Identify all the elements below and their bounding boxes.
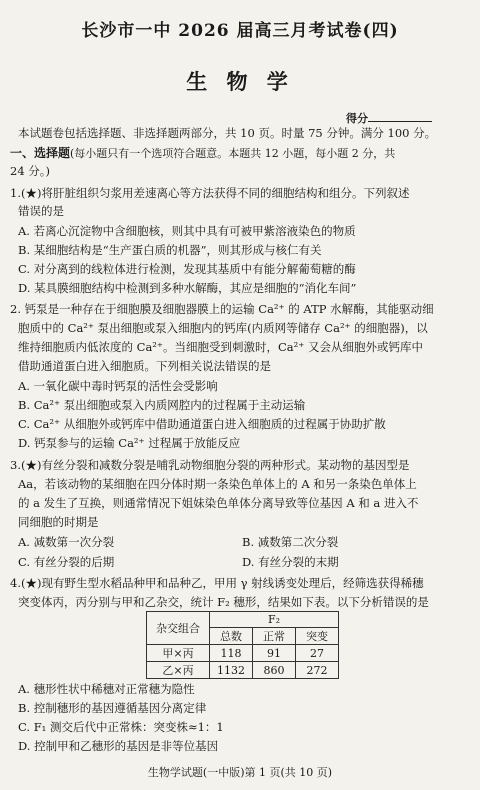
q3-stem: 3.(★)有丝分裂和减数分裂是哺乳动物细胞分裂的两种形式。某动物的基因型是 — [10, 458, 410, 472]
cell-mutant: 27 — [296, 645, 339, 662]
score-label: 得分 — [346, 112, 368, 125]
q3-option-a: A. 减数第一次分裂 — [18, 535, 115, 549]
q4-stem: 4.(★)现有野生型水稻品种甲和品种乙，甲用 γ 射线诱变处理后，经筛选获得稀穗 — [10, 576, 424, 590]
q2-stem: 2. 钙泵是一种存在于细胞膜及细胞器膜上的运输 Ca²⁺ 的 ATP 水解酶，其能驱动细 — [10, 302, 434, 316]
cell-mutant: 272 — [296, 662, 339, 679]
q1-stem-cont: 错误的是 — [18, 204, 64, 218]
cell-total: 1132 — [210, 662, 253, 679]
q1-option-d: D. 某具膜细胞结构中检测到多种水解酶，其应是细胞的“消化车间” — [18, 281, 357, 295]
q4-option-a: A. 穗形性状中稀穗对正常穗为隐性 — [18, 682, 195, 696]
q4-option-d: D. 控制甲和乙穗形的基因是非等位基因 — [18, 739, 219, 753]
section-note: (每小题只有一个选项符合题意。本题共 12 小题，每小题 2 分，共 — [70, 147, 396, 160]
table-row — [147, 662, 339, 679]
section-heading — [10, 144, 472, 163]
cell-cross: 乙×丙 — [147, 662, 210, 679]
section-note-cont: 24 分。) — [10, 164, 51, 178]
subject-title: 生 物 学 — [186, 69, 294, 94]
q1-stem: 1.(★)将肝脏组织匀浆用差速离心等方法获得不同的细胞结构和组分。下列叙述 — [10, 186, 410, 200]
q2-stem-cont3: 借助通道蛋白进入细胞质。下列相关说法错误的是 — [18, 359, 271, 373]
cell-total: 118 — [210, 645, 253, 662]
q3-option-c: C. 有丝分裂的后期 — [18, 555, 115, 569]
table-row — [147, 645, 339, 662]
header-f2: F₂ — [210, 612, 339, 628]
exam-intro: 本试题卷包括选择题、非选择题两部分，共 10 页。时量 75 分钟。满分 100 分。 — [18, 126, 437, 140]
header-cross: 杂交组合 — [147, 612, 210, 645]
q3-stem-cont1: Aa，若该动物的某细胞在四分体时期一条染色单体上的 A 和另一条染色单体上 — [18, 477, 417, 491]
header-normal: 正常 — [253, 628, 296, 645]
q4-option-b: B. 控制穗形的基因遵循基因分离定律 — [18, 701, 207, 715]
cell-cross: 甲×丙 — [147, 645, 210, 662]
q2-option-d: D. 钙泵参与的运输 Ca²⁺ 过程属于放能反应 — [18, 436, 241, 450]
q3-option-b: B. 减数第二次分裂 — [242, 535, 339, 549]
header-total: 总数 — [210, 628, 253, 645]
q1-option-a: A. 若离心沉淀物中含细胞核，则其中具有可被甲紫溶液染色的物质 — [18, 224, 356, 238]
q2-stem-cont1: 胞质中的 Ca²⁺ 泵出细胞或泵入细胞内的钙库(内质网等储存 Ca²⁺ 的细胞器)，以 — [18, 321, 428, 335]
q2-stem-cont2: 维持细胞质内低浓度的 Ca²⁺。当细胞受到刺激时，Ca²⁺ 又会从细胞外或钙库中 — [18, 340, 423, 354]
q1-option-b: B. 某细胞结构是“生产蛋白质的机器”，则其形成与核仁有关 — [18, 243, 322, 257]
score-blank — [368, 111, 432, 122]
exam-title: 长沙市一中 2026 届高三月考试卷(四) — [81, 21, 399, 41]
q4-stem-cont: 突变体丙，丙分别与甲和乙杂交，统计 F₂ 穗形，结果如下表。以下分析错误的是 — [18, 595, 429, 609]
cell-normal: 91 — [253, 645, 296, 662]
q2-option-b: B. Ca²⁺ 泵出细胞或泵入内质网腔内的过程属于主动运输 — [18, 398, 306, 412]
header-mutant: 突变 — [296, 628, 339, 645]
q3-stem-cont2: 的 a 发生了互换，则通常情况下姐妹染色单体分离导致等位基因 A 和 a 进入不 — [18, 496, 419, 510]
q2-option-c: C. Ca²⁺ 从细胞外或钙库中借助通道蛋白进入细胞质的过程属于协助扩散 — [18, 417, 386, 431]
q3-option-d: D. 有丝分裂的末期 — [242, 555, 339, 569]
q3-stem-cont3: 同细胞的时期是 — [18, 515, 99, 529]
cross-results-table — [146, 611, 339, 679]
section-title: 一、选择题 — [10, 146, 71, 160]
cell-normal: 860 — [253, 662, 296, 679]
page-footer: 生物学试题(一中版)第 1 页(共 10 页) — [147, 766, 333, 779]
q1-option-c: C. 对分离到的线粒体进行检测，发现其基质中有能分解葡萄糖的酶 — [18, 262, 356, 276]
q2-option-a: A. 一氧化碳中毒时钙泵的活性会受影响 — [18, 379, 218, 393]
q4-option-c: C. F₁ 测交后代中正常株：突变株≈1：1 — [18, 720, 224, 734]
